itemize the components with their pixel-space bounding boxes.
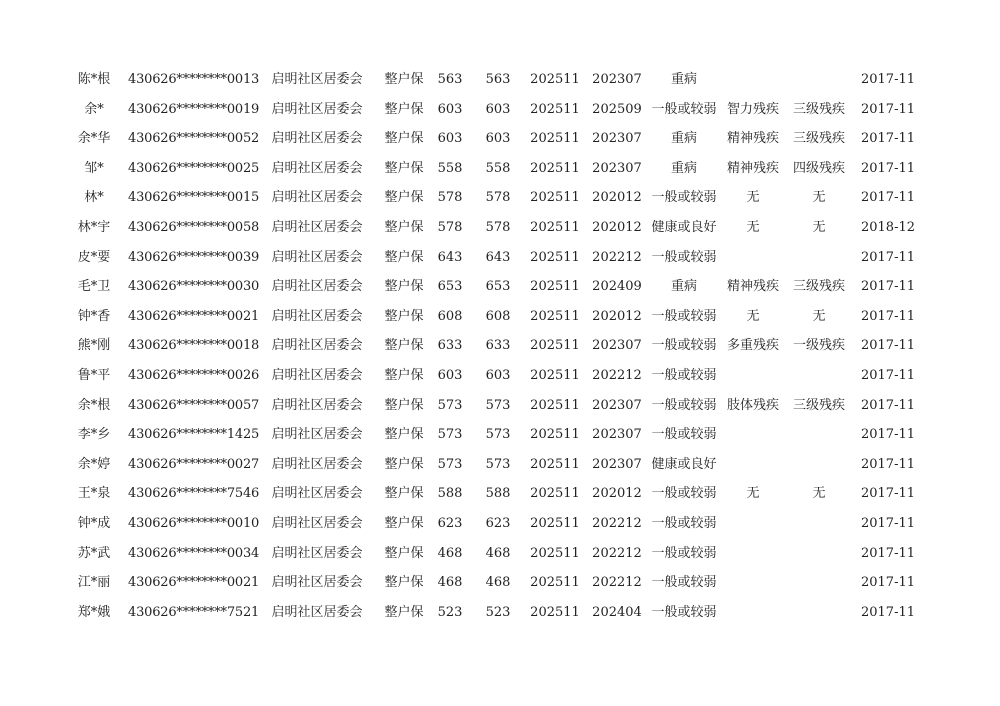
- period-cell: 202511: [530, 131, 580, 147]
- disability-grade-cell: 三级残疾: [792, 279, 845, 295]
- period-cell: 202307: [592, 72, 642, 87]
- amount-cell: 608: [437, 308, 463, 324]
- organization-cell: 启明社区居委会: [271, 219, 363, 235]
- disability-type-cell: [724, 420, 782, 450]
- organization-cell: 启明社区居委会: [271, 190, 363, 206]
- id-number-cell: 430626********0034: [128, 545, 260, 561]
- amount-cell: 603: [485, 367, 511, 383]
- health-status-cell: 一般或较弱: [651, 367, 717, 383]
- period-cell: 202307: [592, 338, 642, 354]
- amount-cell: 558: [485, 160, 511, 176]
- id-number-cell: 430626********1425: [128, 427, 260, 443]
- health-status-cell: 重病: [670, 279, 697, 295]
- organization-cell: 启明社区居委会: [271, 367, 363, 383]
- period-cell: 202012: [592, 486, 642, 502]
- table-row: [0, 183, 1000, 213]
- period-cell: 202511: [530, 279, 580, 295]
- assistance-type-cell: 整户保: [384, 515, 424, 531]
- date-cell: 2017-11: [860, 575, 916, 591]
- records-table: [0, 65, 1000, 627]
- assistance-type-cell: 整户保: [384, 190, 424, 206]
- period-cell: 202212: [592, 249, 642, 265]
- disability-grade-cell: 无: [812, 190, 826, 206]
- date-cell: 2017-11: [860, 397, 916, 413]
- table-row: [0, 539, 1000, 569]
- amount-cell: 468: [485, 575, 511, 591]
- organization-cell: 启明社区居委会: [271, 545, 363, 561]
- organization-cell: 启明社区居委会: [271, 131, 363, 147]
- id-number-cell: 430626********0013: [128, 72, 260, 87]
- date-cell: 2017-11: [860, 515, 916, 531]
- amount-cell: 608: [485, 308, 511, 324]
- health-status-cell: 一般或较弱: [651, 338, 717, 354]
- disability-grade-cell: [788, 509, 850, 539]
- table-row: [0, 479, 1000, 509]
- organization-cell: 启明社区居委会: [271, 338, 363, 354]
- disability-type-cell: 智力残疾: [726, 101, 779, 117]
- amount-cell: 643: [437, 249, 463, 265]
- amount-cell: 573: [437, 397, 463, 413]
- name-cell: 皮*要: [77, 249, 111, 265]
- health-status-cell: 健康或良好: [651, 219, 717, 235]
- table-row: [0, 509, 1000, 539]
- organization-cell: 启明社区居委会: [271, 72, 363, 87]
- assistance-type-cell: 整户保: [384, 545, 424, 561]
- assistance-type-cell: 整户保: [384, 72, 424, 87]
- disability-grade-cell: [788, 568, 850, 598]
- date-cell: 2017-11: [860, 456, 916, 472]
- date-cell: 2017-11: [860, 486, 916, 502]
- name-cell: 江*丽: [77, 575, 111, 591]
- period-cell: 202511: [530, 604, 580, 620]
- amount-cell: 603: [437, 131, 463, 147]
- disability-grade-cell: [788, 450, 850, 480]
- amount-cell: 603: [437, 367, 463, 383]
- name-cell: 鲁*平: [77, 367, 111, 383]
- disability-type-cell: 无: [746, 219, 760, 235]
- date-cell: 2017-11: [860, 545, 916, 561]
- period-cell: 202307: [592, 160, 642, 176]
- disability-grade-cell: [788, 361, 850, 391]
- organization-cell: 启明社区居委会: [271, 486, 363, 502]
- id-number-cell: 430626********0058: [128, 219, 260, 235]
- name-cell: 李*乡: [77, 427, 111, 443]
- health-status-cell: 重病: [670, 160, 697, 176]
- period-cell: 202511: [530, 249, 580, 265]
- name-cell: 王*泉: [77, 486, 111, 502]
- health-status-cell: 重病: [670, 131, 697, 147]
- table-row: [0, 154, 1000, 184]
- amount-cell: 573: [485, 397, 511, 413]
- disability-type-cell: 无: [746, 486, 760, 502]
- assistance-type-cell: 整户保: [384, 338, 424, 354]
- amount-cell: 588: [485, 486, 511, 502]
- amount-cell: 653: [437, 279, 463, 295]
- name-cell: 郑*娥: [77, 604, 111, 620]
- health-status-cell: 一般或较弱: [651, 604, 717, 620]
- period-cell: 202409: [592, 279, 642, 295]
- disability-grade-cell: 四级残疾: [792, 160, 845, 176]
- amount-cell: 623: [437, 515, 463, 531]
- disability-grade-cell: [788, 243, 850, 273]
- period-cell: 202511: [530, 575, 580, 591]
- health-status-cell: 一般或较弱: [651, 190, 717, 206]
- name-cell: 林*宇: [77, 219, 111, 235]
- period-cell: 202212: [592, 515, 642, 531]
- date-cell: 2017-11: [860, 427, 916, 443]
- period-cell: 202511: [530, 486, 580, 502]
- disability-type-cell: [724, 243, 782, 273]
- disability-grade-cell: [788, 420, 850, 450]
- id-number-cell: 430626********0027: [128, 456, 260, 472]
- amount-cell: 468: [437, 575, 463, 591]
- organization-cell: 启明社区居委会: [271, 575, 363, 591]
- assistance-type-cell: 整户保: [384, 160, 424, 176]
- period-cell: 202212: [592, 545, 642, 561]
- name-cell: 邹*: [84, 160, 104, 176]
- disability-type-cell: 肢体残疾: [726, 397, 779, 413]
- assistance-type-cell: 整户保: [384, 397, 424, 413]
- assistance-type-cell: 整户保: [384, 427, 424, 443]
- disability-grade-cell: 无: [812, 219, 826, 235]
- disability-grade-cell: 无: [812, 486, 826, 502]
- health-status-cell: 一般或较弱: [651, 249, 717, 265]
- period-cell: 202511: [530, 338, 580, 354]
- id-number-cell: 430626********7521: [128, 604, 260, 620]
- period-cell: 202511: [530, 101, 580, 117]
- period-cell: 202012: [592, 308, 642, 324]
- period-cell: 202307: [592, 131, 642, 147]
- table-row: [0, 124, 1000, 154]
- period-cell: 202509: [592, 101, 642, 117]
- disability-type-cell: [724, 539, 782, 569]
- table-row: [0, 598, 1000, 628]
- disability-type-cell: 无: [746, 190, 760, 206]
- amount-cell: 563: [485, 72, 511, 87]
- amount-cell: 653: [485, 279, 511, 295]
- disability-grade-cell: [788, 539, 850, 569]
- date-cell: 2017-11: [860, 190, 916, 206]
- table-row: [0, 272, 1000, 302]
- assistance-type-cell: 整户保: [384, 308, 424, 324]
- period-cell: 202404: [592, 604, 642, 620]
- assistance-type-cell: 整户保: [384, 101, 424, 117]
- assistance-type-cell: 整户保: [384, 456, 424, 472]
- amount-cell: 468: [437, 545, 463, 561]
- assistance-type-cell: 整户保: [384, 249, 424, 265]
- health-status-cell: 一般或较弱: [651, 575, 717, 591]
- disability-type-cell: 精神残疾: [726, 279, 779, 295]
- date-cell: 2017-11: [860, 160, 916, 176]
- date-cell: 2017-11: [860, 338, 916, 354]
- name-cell: 林*: [84, 190, 104, 206]
- amount-cell: 523: [485, 604, 511, 620]
- organization-cell: 启明社区居委会: [271, 160, 363, 176]
- id-number-cell: 430626********0018: [128, 338, 260, 354]
- organization-cell: 启明社区居委会: [271, 308, 363, 324]
- id-number-cell: 430626********0026: [128, 367, 260, 383]
- amount-cell: 633: [437, 338, 463, 354]
- organization-cell: 启明社区居委会: [271, 101, 363, 117]
- amount-cell: 573: [485, 427, 511, 443]
- name-cell: 钟*成: [77, 515, 111, 531]
- disability-type-cell: [724, 65, 782, 95]
- organization-cell: 启明社区居委会: [271, 604, 363, 620]
- health-status-cell: 健康或良好: [651, 456, 717, 472]
- period-cell: 202307: [592, 397, 642, 413]
- health-status-cell: 一般或较弱: [651, 486, 717, 502]
- name-cell: 余*根: [77, 397, 111, 413]
- period-cell: 202511: [530, 72, 580, 87]
- organization-cell: 启明社区居委会: [271, 397, 363, 413]
- name-cell: 钟*香: [77, 308, 111, 324]
- disability-grade-cell: [788, 65, 850, 95]
- period-cell: 202511: [530, 219, 580, 235]
- amount-cell: 643: [485, 249, 511, 265]
- amount-cell: 578: [485, 219, 511, 235]
- period-cell: 202212: [592, 575, 642, 591]
- organization-cell: 启明社区居委会: [271, 456, 363, 472]
- disability-grade-cell: 三级残疾: [792, 131, 845, 147]
- disability-type-cell: 多重残疾: [726, 338, 779, 354]
- date-cell: 2018-12: [860, 219, 916, 235]
- period-cell: 202012: [592, 219, 642, 235]
- table-row: [0, 243, 1000, 273]
- amount-cell: 588: [437, 486, 463, 502]
- disability-grade-cell: 无: [812, 308, 826, 324]
- amount-cell: 623: [485, 515, 511, 531]
- id-number-cell: 430626********0021: [128, 308, 260, 324]
- assistance-type-cell: 整户保: [384, 604, 424, 620]
- health-status-cell: 重病: [670, 72, 697, 87]
- table-row: [0, 391, 1000, 421]
- date-cell: 2017-11: [860, 131, 916, 147]
- organization-cell: 启明社区居委会: [271, 515, 363, 531]
- period-cell: 202511: [530, 397, 580, 413]
- disability-type-cell: 无: [746, 308, 760, 324]
- name-cell: 熊*刚: [77, 338, 111, 354]
- amount-cell: 603: [485, 131, 511, 147]
- assistance-type-cell: 整户保: [384, 131, 424, 147]
- amount-cell: 573: [437, 456, 463, 472]
- table-row: [0, 95, 1000, 125]
- disability-type-cell: [724, 598, 782, 628]
- period-cell: 202511: [530, 515, 580, 531]
- assistance-type-cell: 整户保: [384, 219, 424, 235]
- name-cell: 余*华: [77, 131, 111, 147]
- disability-type-cell: [724, 450, 782, 480]
- health-status-cell: 一般或较弱: [651, 308, 717, 324]
- assistance-type-cell: 整户保: [384, 279, 424, 295]
- health-status-cell: 一般或较弱: [651, 515, 717, 531]
- assistance-type-cell: 整户保: [384, 367, 424, 383]
- table-row: [0, 213, 1000, 243]
- date-cell: 2017-11: [860, 279, 916, 295]
- disability-type-cell: 精神残疾: [726, 160, 779, 176]
- name-cell: 余*婷: [77, 456, 111, 472]
- disability-type-cell: 精神残疾: [726, 131, 779, 147]
- disability-type-cell: [724, 568, 782, 598]
- period-cell: 202511: [530, 545, 580, 561]
- period-cell: 202511: [530, 190, 580, 206]
- disability-grade-cell: [788, 598, 850, 628]
- organization-cell: 启明社区居委会: [271, 427, 363, 443]
- id-number-cell: 430626********0019: [128, 101, 260, 117]
- table-row: [0, 420, 1000, 450]
- name-cell: 陈*根: [77, 72, 111, 87]
- id-number-cell: 430626********0025: [128, 160, 260, 176]
- amount-cell: 603: [485, 101, 511, 117]
- name-cell: 毛*卫: [77, 279, 111, 295]
- table-row: [0, 302, 1000, 332]
- name-cell: 余*: [84, 101, 104, 117]
- name-cell: 苏*武: [77, 545, 111, 561]
- health-status-cell: 一般或较弱: [651, 101, 717, 117]
- period-cell: 202511: [530, 367, 580, 383]
- health-status-cell: 一般或较弱: [651, 427, 717, 443]
- period-cell: 202212: [592, 367, 642, 383]
- id-number-cell: 430626********0030: [128, 279, 260, 295]
- date-cell: 2017-11: [860, 367, 916, 383]
- amount-cell: 603: [437, 101, 463, 117]
- period-cell: 202511: [530, 160, 580, 176]
- date-cell: 2017-11: [860, 72, 916, 87]
- amount-cell: 578: [437, 219, 463, 235]
- period-cell: 202511: [530, 427, 580, 443]
- disability-grade-cell: 三级残疾: [792, 101, 845, 117]
- health-status-cell: 一般或较弱: [651, 545, 717, 561]
- amount-cell: 573: [485, 456, 511, 472]
- date-cell: 2017-11: [860, 101, 916, 117]
- date-cell: 2017-11: [860, 308, 916, 324]
- health-status-cell: 一般或较弱: [651, 397, 717, 413]
- date-cell: 2017-11: [860, 249, 916, 265]
- amount-cell: 558: [437, 160, 463, 176]
- amount-cell: 578: [485, 190, 511, 206]
- disability-type-cell: [724, 361, 782, 391]
- period-cell: 202012: [592, 190, 642, 206]
- disability-grade-cell: 一级残疾: [792, 338, 845, 354]
- amount-cell: 633: [485, 338, 511, 354]
- amount-cell: 523: [437, 604, 463, 620]
- id-number-cell: 430626********0010: [128, 515, 260, 531]
- disability-grade-cell: 三级残疾: [792, 397, 845, 413]
- table-row: [0, 361, 1000, 391]
- amount-cell: 573: [437, 427, 463, 443]
- amount-cell: 563: [437, 72, 463, 87]
- period-cell: 202307: [592, 456, 642, 472]
- assistance-type-cell: 整户保: [384, 486, 424, 502]
- table-row: [0, 450, 1000, 480]
- id-number-cell: 430626********0039: [128, 249, 260, 265]
- id-number-cell: 430626********0052: [128, 131, 260, 147]
- id-number-cell: 430626********0015: [128, 190, 260, 206]
- id-number-cell: 430626********7546: [128, 486, 260, 502]
- amount-cell: 578: [437, 190, 463, 206]
- organization-cell: 启明社区居委会: [271, 279, 363, 295]
- period-cell: 202511: [530, 456, 580, 472]
- id-number-cell: 430626********0057: [128, 397, 260, 413]
- assistance-type-cell: 整户保: [384, 575, 424, 591]
- date-cell: 2017-11: [860, 604, 916, 620]
- period-cell: 202307: [592, 427, 642, 443]
- disability-type-cell: [724, 509, 782, 539]
- id-number-cell: 430626********0021: [128, 575, 260, 591]
- table-row: [0, 331, 1000, 361]
- amount-cell: 468: [485, 545, 511, 561]
- table-row: [0, 568, 1000, 598]
- period-cell: 202511: [530, 308, 580, 324]
- organization-cell: 启明社区居委会: [271, 249, 363, 265]
- table-row: [0, 65, 1000, 95]
